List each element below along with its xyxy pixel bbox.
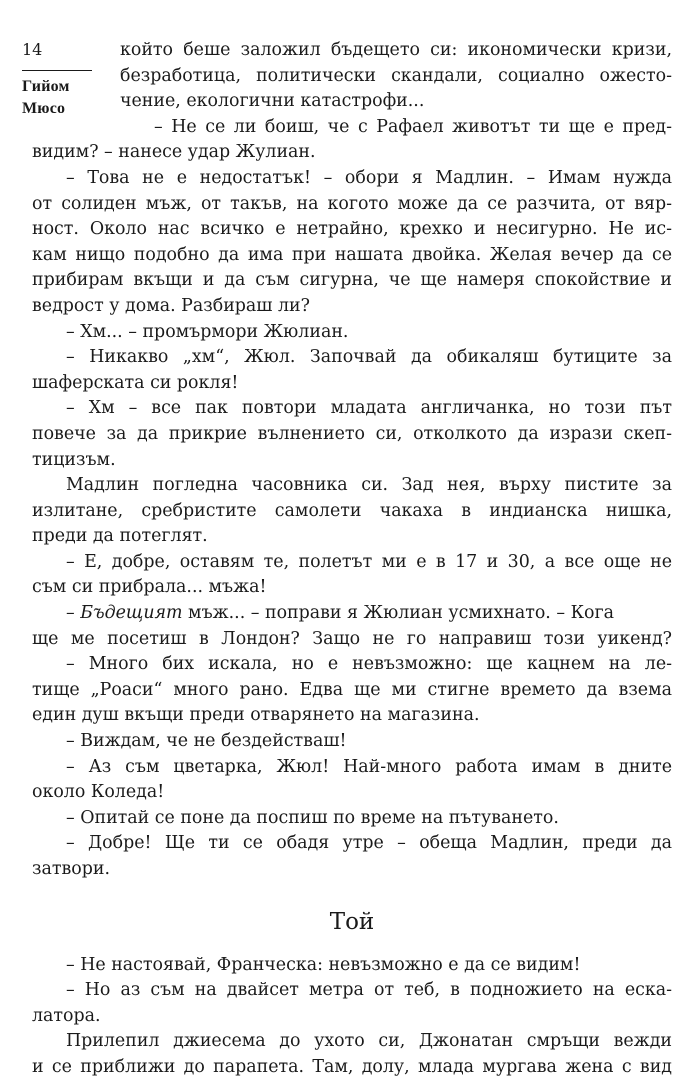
text-line [32, 601, 672, 627]
text-line: – Много бих искала, но е невъзможно: ще кацнем на ле- [66, 654, 672, 675]
text-line: ще ме посетиш в Лондон? Защо не го направиш този уикенд? [32, 628, 672, 649]
text-line: – Хм... – промърмори Жюлиан. [66, 321, 349, 342]
text-line: излитане, сребристите самолети чакаха в индианска нишка, [32, 500, 672, 521]
text-line: и се приближи до парапета. Там, долу, млада мургава жена с вид [32, 1056, 672, 1077]
running-head-author [22, 76, 102, 120]
text-line: затвори. [32, 859, 110, 879]
text-line: около Коледа! [32, 782, 165, 803]
text-line: ведрост у дома. Разбираш ли? [32, 295, 310, 316]
text-line: чение, екологични катастрофи... [120, 91, 425, 112]
text-line: видим? – нанесе удар Жулиан. [32, 142, 316, 163]
text-line: – Опитай се поне да поспиш по време на пътуването. [66, 807, 559, 828]
text-line: който беше заложил бъдещето си: икономически кризи, [120, 40, 672, 60]
text-line: тище „Роаси“ много рано. Едва ще ми стигне времето да взема [32, 679, 672, 700]
text-line: – Но аз съм на двайсет метра от теб, в подножието на еска- [66, 980, 672, 1001]
text-line: латора. [32, 1005, 101, 1026]
italic-word: – Бъдещият [66, 603, 183, 624]
text-line: – Хм – все пак повтори младата англичанка, но този път [66, 398, 672, 419]
author-first-name: Гийом [22, 78, 70, 95]
text-line: преди да потеглят. [32, 526, 208, 547]
author-last-name: Мюсо [22, 100, 66, 117]
text-line: един душ вкъщи преди отварянето на магазина. [32, 705, 480, 726]
text-span: мъж... – поправи я Жюлиан усмихнато. – Кога [182, 603, 614, 624]
text-line: – Не се ли боиш, че с Рафаел животът ти ще е пред- [154, 116, 672, 137]
text-line: съм си прибрала... мъжа! [32, 577, 267, 598]
text-line: повече за да прикрие вълнението си, отколкото да изрази скеп- [32, 423, 672, 444]
section-heading: Той [329, 908, 375, 935]
text-line: Прилепил джиесема до ухото си, Джонатан смръщи вежди [66, 1031, 672, 1052]
text-line: ност. Около нас всичко е нетрайно, крехко и несигурно. Не ис- [32, 219, 672, 240]
header-divider [22, 70, 92, 71]
text-line: – Добре! Ще ти се обадя утре – обеща Мадлин, преди да [66, 833, 672, 854]
text-line: – Аз съм цветарка, Жюл! Най-много работа имам в дните [66, 756, 672, 777]
text-line: тицизъм. [32, 449, 116, 470]
text-line: – Виждам, че не бездействаш! [66, 731, 347, 752]
text-line: – Е, добре, оставям те, полетът ми е в 17 и 30, а все още не [66, 551, 672, 572]
text-line: – Това не е недостатък! – обори я Мадлин. – Имам нужда [66, 167, 672, 188]
text-line: шаферската си рокля! [32, 372, 239, 393]
text-line: от солиден мъж, от такъв, на когото може да се разчита, от вяр- [32, 193, 672, 214]
text-line: кам нищо подобно да има при нашата двойка. Желая вечер да се [32, 244, 672, 265]
text-line: – Никакво „хм“, Жюл. Започвай да обикаляш бутиците за [66, 347, 672, 368]
text-line: безработица, политически скандали, социално ожесто- [120, 65, 672, 86]
text-line: Мадлин погледна часовника си. Зад нея, върху пистите за [66, 475, 672, 496]
text-line: прибирам вкъщи и да съм сигурна, че ще намеря спокойствие и [32, 270, 672, 291]
text-line: – Не настоявай, Франческа: невъзможно е да се видим! [66, 954, 581, 975]
page-number: 14 [22, 40, 43, 59]
